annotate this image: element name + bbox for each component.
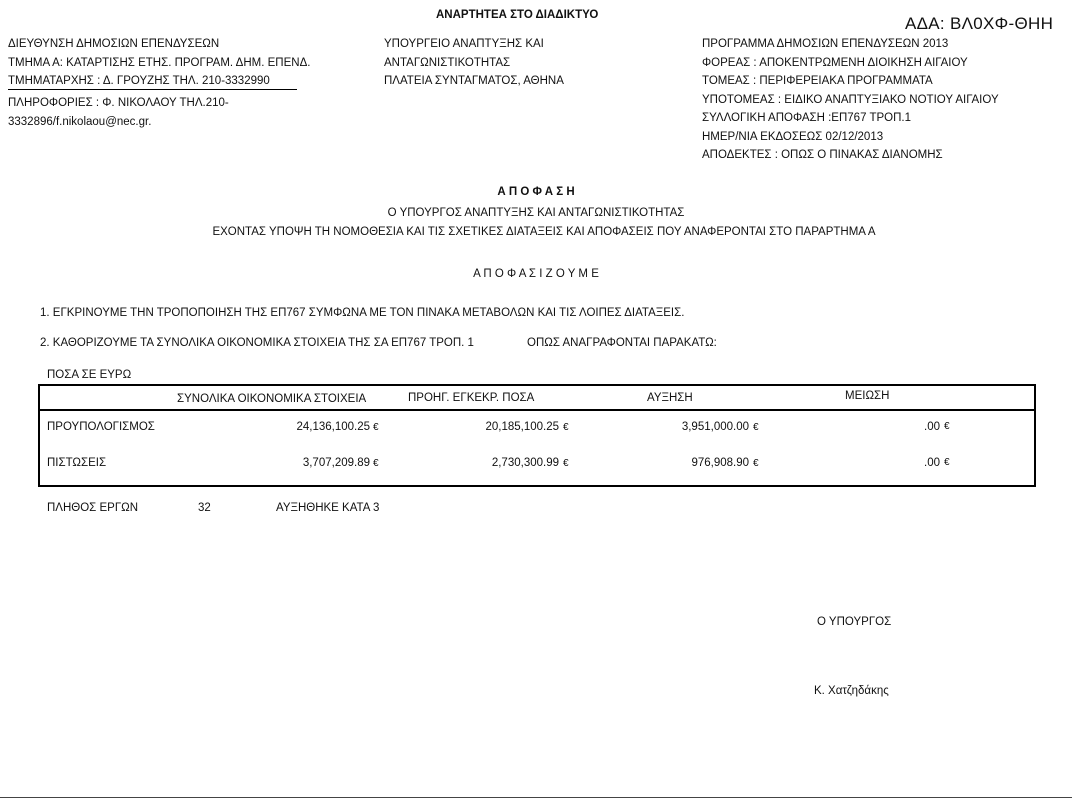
contact-info-line-1: ΠΛΗΡΟΦΟΡΙΕΣ : Φ. ΝΙΚΟΛΑΟΥ ΤΗΛ.210-	[8, 97, 229, 109]
subsector-line: ΥΠΟΤΟΜΕΑΣ : ΕΙΔΙΚΟ ΑΝΑΠΤΥΞΙΑΚΟ ΝΟΤΙΟΥ ΑΙΓΑΙΟΥ	[702, 93, 999, 106]
column-header-increase: ΑΥΞΗΣΗ	[647, 392, 693, 404]
department-line: ΤΜΗΜΑ Α: ΚΑΤΑΡΤΙΣΗΣ ΕΤΗΣ. ΠΡΟΓΡΑΜ. ΔΗΜ. ΕΠΕΝΔ.	[8, 56, 311, 69]
ministry-line-2: ΑΝΤΑΓΩΝΙΣΤΙΚΟΤΗΤΑΣ	[384, 56, 511, 69]
amounts-note: ΠΟΣΑ ΣΕ ΕΥΡΩ	[47, 369, 132, 381]
increase-value: 976,908.90	[691, 457, 749, 469]
contact-info-line-2: 3332896/f.nikolaou@nec.gr.	[8, 115, 152, 128]
decrease-value: .00	[924, 421, 940, 433]
program-block	[702, 35, 999, 165]
decision-item-1: 1. ΕΓΚΡΙΝΟΥΜΕ ΤΗΝ ΤΡΟΠΟΠΟΙΗΣΗ ΤΗΣ ΕΠ767 ΣΥΜΦΩΝΑ ΜΕ ΤΟΝ ΠΙΝΑΚΑ ΜΕΤΑΒΟΛΩΝ ΚΑΙ ΤΙΣ ΛΟΙΠΕΣ ΔΙΑΤΑΞΕΙΣ.	[40, 307, 685, 319]
decision-preamble: ΕΧΟΝΤΑΣ ΥΠΟΨΗ ΤΗ ΝΟΜΟΘΕΣΙΑ ΚΑΙ ΤΙΣ ΣΧΕΤΙΚΕΣ ΔΙΑΤΑΞΕΙΣ ΚΑΙ ΑΠΟΦΑΣΕΙΣ ΠΟΥ ΑΝΑΦΕΡΟΝΤΑΙ ΣΤΟ ΠΑΡΑΡΤΗΜΑ Α	[212, 226, 876, 238]
decrease-value: .00	[924, 457, 940, 469]
row-label: ΠΙΣΤΩΣΕΙΣ	[47, 457, 107, 469]
column-header-decrease: ΜΕΙΩΣΗ	[845, 390, 890, 402]
agency-line: ΦΟΡΕΑΣ : ΑΠΟΚΕΝΤΡΩΜΕΝΗ ΔΙΟΙΚΗΣΗ ΑΙΓΑΙΟΥ	[702, 56, 968, 69]
decision-subtitle: Ο ΥΠΟΥΡΓΟΣ ΑΝΑΠΤΥΞΗΣ ΚΑΙ ΑΝΤΑΓΩΝΙΣΤΙΚΟΤΗΤΑΣ	[387, 207, 685, 219]
currency-symbol: €	[944, 421, 950, 432]
sector-line: ΤΟΜΕΑΣ : ΠΕΡΙΦΕΡΕΙΑΚΑ ΠΡΟΓΡΑΜΜΑΤΑ	[702, 75, 933, 87]
column-header-previous: ΠΡΟΗΓ. ΕΓΚΕΚΡ. ΠΟΣΑ	[408, 392, 535, 404]
head-of-department-line: ΤΜΗΜΑΤΑΡΧΗΣ : Δ. ΓΡΟΥΖΗΣ ΤΗΛ. 210-3332990	[8, 75, 270, 87]
projects-change: ΑΥΞΗΘΗΚΕ ΚΑΤΑ 3	[276, 502, 380, 514]
currency-symbol: €	[373, 458, 379, 469]
ministry-address: ΠΛΑΤΕΙΑ ΣΥΝΤΑΓΜΑΤΟΣ, ΑΘΗΝΑ	[384, 75, 564, 87]
projects-label: ΠΛΗΘΟΣ ΕΡΓΩΝ	[47, 502, 139, 514]
currency-symbol: €	[753, 422, 759, 433]
decide-heading: Α Π Ο Φ Α Σ Ι Ζ Ο Υ Μ Ε	[473, 268, 599, 280]
header-divider	[8, 89, 297, 90]
total-value: 3,707,209.89	[302, 457, 370, 469]
row-label: ΠΡΟΥΠΟΛΟΓΙΣΜΟΣ	[47, 421, 155, 433]
column-header-total: ΣΥΝΟΛΙΚΑ ΟΙΚΟΝΟΜΙΚΑ ΣΤΟΙΧΕΙΑ	[177, 393, 367, 405]
decision-item-2: 2. ΚΑΘΟΡΙΖΟΥΜΕ ΤΑ ΣΥΝΟΛΙΚΑ ΟΙΚΟΝΟΜΙΚΑ ΣΤΟΙΧΕΙΑ ΤΗΣ ΣΑ ΕΠ767 ΤΡΟΠ. 1	[40, 337, 474, 349]
decision-item-2-continuation: ΟΠΩΣ ΑΝΑΓΡΑΦΟΝΤΑΙ ΠΑΡΑΚΑΤΩ:	[527, 337, 717, 349]
currency-symbol: €	[753, 458, 759, 469]
contact-info	[8, 94, 229, 131]
currency-symbol: €	[563, 458, 569, 469]
currency-symbol: €	[944, 457, 950, 468]
recipients-line: ΑΠΟΔΕΚΤΕΣ : ΟΠΩΣ Ο ΠΙΝΑΚΑΣ ΔΙΑΝΟΜΗΣ	[702, 149, 943, 161]
total-value: 24,136,100.25	[296, 421, 370, 433]
projects-count: 32	[198, 502, 211, 514]
signatory-role: Ο ΥΠΟΥΡΓΟΣ	[817, 616, 892, 628]
issue-date-line: ΗΜΕΡ/ΝΙΑ ΕΚΔΟΣΕΩΣ 02/12/2013	[702, 130, 884, 143]
increase-value: 3,951,000.00	[681, 421, 749, 433]
currency-symbol: €	[563, 422, 569, 433]
decision-ref-line: ΣΥΛΛΟΓΙΚΗ ΑΠΟΦΑΣΗ :ΕΠ767 ΤΡΟΠ.1	[702, 112, 911, 124]
previous-value: 20,185,100.25	[485, 421, 559, 433]
page-bottom-edge	[0, 797, 1072, 798]
ministry-block	[384, 35, 564, 91]
decision-title: Α Π Ο Φ Α Σ Η	[497, 186, 575, 198]
directorate-line: ΔΙΕΥΘΥΝΣΗ ΔΗΜΟΣΙΩΝ ΕΠΕΝΔΥΣΕΩΝ	[8, 38, 220, 50]
program-line: ΠΡΟΓΡΑΜΜΑ ΔΗΜΟΣΙΩΝ ΕΠΕΝΔΥΣΕΩΝ 2013	[702, 38, 949, 50]
currency-symbol: €	[373, 422, 379, 433]
ministry-line-1: ΥΠΟΥΡΓΕΙΟ ΑΝΑΠΤΥΞΗΣ ΚΑΙ	[384, 38, 544, 50]
previous-value: 2,730,300.99	[491, 457, 559, 469]
ada-code: ΑΔΑ: ΒΛ0ΧΦ-ΘΗΗ	[905, 14, 1054, 33]
posting-title: ΑΝΑΡΤΗΤΕΑ ΣΤΟ ΔΙΑΔΙΚΤΥΟ	[436, 9, 599, 21]
table-header-divider	[38, 409, 1036, 411]
signatory-name: Κ. Χατζηδάκης	[814, 685, 889, 697]
sender-block	[8, 35, 310, 91]
